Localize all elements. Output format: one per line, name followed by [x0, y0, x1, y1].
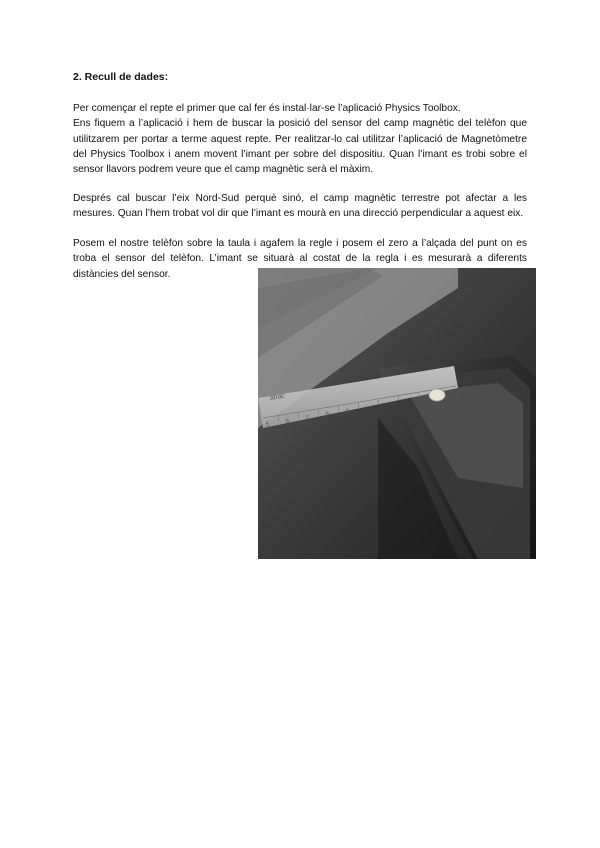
- paragraph-1: [73, 101, 527, 177]
- ruler-number-8: 8: [325, 411, 330, 418]
- ruler-number-6: 6: [285, 418, 290, 425]
- ruler-number-5: 5: [265, 421, 270, 428]
- paragraph-2: [73, 191, 527, 222]
- paragraph-2-line-1: Després cal buscar l’eix Nord-Sud perquè sinó, el camp magnètic terrestre pot afectar a les mesures. Quan l’hem trobat vol dir que l’imant es mourà en una direcció perpendicular a aquest eix.: [73, 193, 527, 220]
- photo-illustration: [258, 268, 536, 559]
- paragraph-3-line-1: Posem el nostre telèfon sobre la taula i agafem la regle i posem el zero a l’alçada del punt on es troba el sensor del telèfon. L’imant se situarà al costat de la regla i es mesurarà a diferents distàncies del sensor.: [73, 238, 527, 280]
- ruler-brand-text: abac: [269, 392, 286, 402]
- experiment-photo: [258, 268, 536, 559]
- section-title: 2. Recull de dades:: [73, 71, 169, 83]
- ruler-number-9: 9: [345, 408, 350, 415]
- paragraph-1-line-2: Ens fiquem a l’aplicació i hem de buscar la posició del sensor del camp magnètic del telèfon que utilitzarem per portar a terme aquest repte. Per realitzar-lo cal utilitzar l’aplicació de Magnetòmetre del Physics Toolbox i anem movent l’imant per sobre del dispositiu. Quan l’imant es trobi sobre el sensor llavors podrem veure que el camp magnètic serà el màxim.: [73, 118, 527, 176]
- ruler-number-7: 7: [305, 415, 310, 422]
- magnet: [429, 389, 445, 401]
- paragraph-1-line-1: Per començar el repte el primer que cal fer és instal·lar-se l’aplicació Physics Toolbox.: [73, 103, 461, 114]
